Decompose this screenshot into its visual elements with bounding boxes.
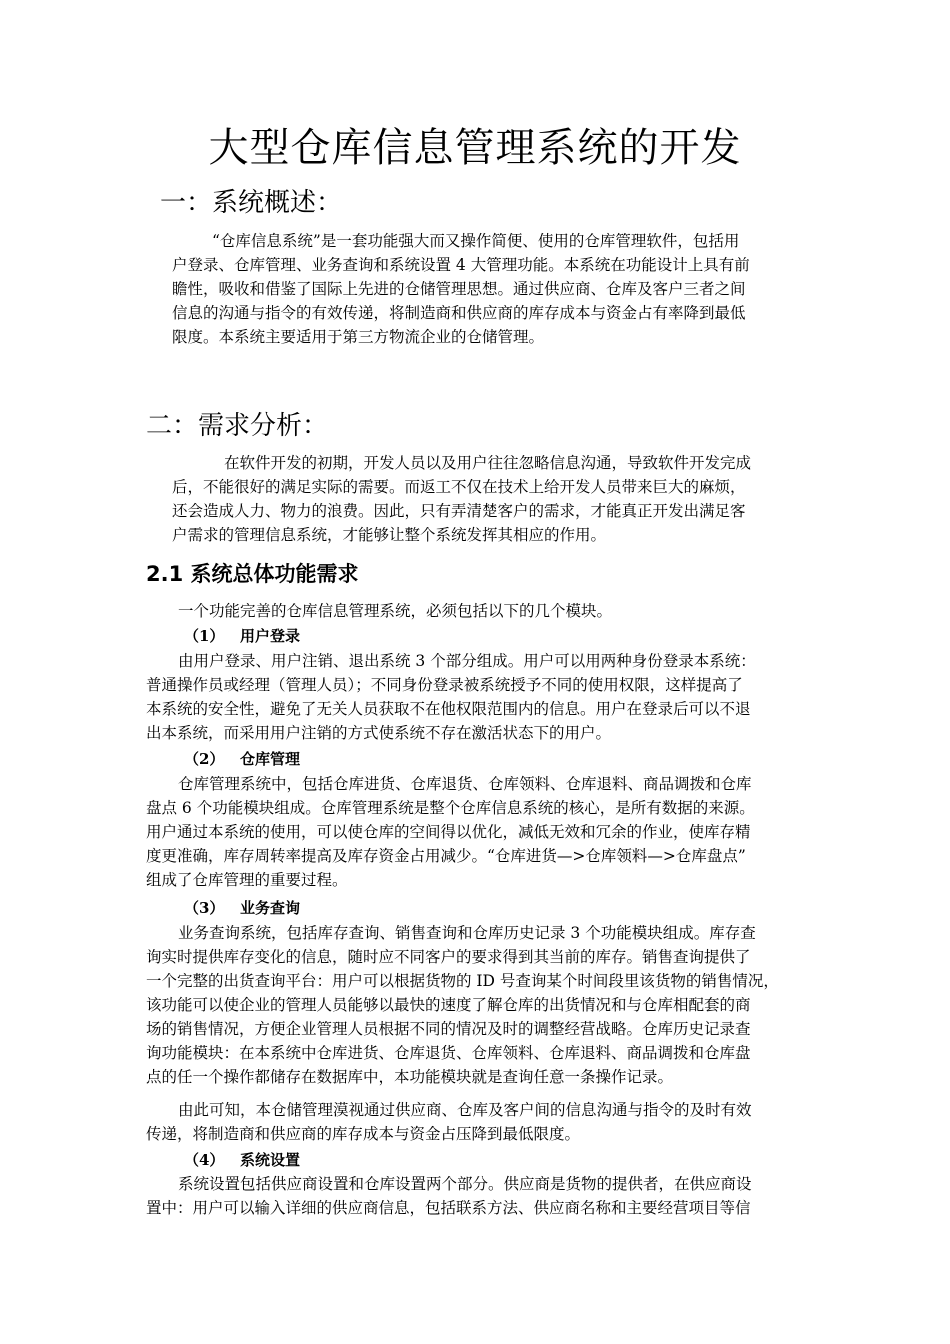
module-line: 询实时提供库存变化的信息，随时应不同客户的要求得到其当前的库存。销售查询提供了	[146, 948, 751, 966]
module-line: 组成了仓库管理的重要过程。	[146, 871, 348, 889]
module-name: 用户登录	[240, 627, 301, 645]
module-heading-system-settings	[184, 1148, 300, 1172]
analysis-line: 还会造成人力、物力的浪费。因此，只有弄清楚客户的需求，才能真正开发出满足客	[172, 502, 746, 520]
module-line: 出本系统，而采用用户注销的方式使系统不存在激活状态下的用户。	[146, 724, 612, 742]
overview-line: 瞻性，吸收和借鉴了国际上先进的仓储管理思想。通过供应商、仓库及客户三者之间	[172, 280, 746, 298]
module-heading-user-login	[184, 624, 300, 648]
overview-line: 信息的沟通与指令的有效传递，将制造商和供应商的库存成本与资金占有率降到最低	[172, 304, 746, 322]
module-line: 一个完整的出货查询平台：用户可以根据货物的 ID 号查询某个时间段里该货物的销售情况，	[146, 972, 779, 990]
heading-system-overview: 一：系统概述：	[160, 188, 343, 218]
module-name: 业务查询	[240, 899, 301, 917]
heading-requirements-analysis: 二：需求分析：	[146, 411, 329, 441]
module-number: （2）	[184, 750, 225, 768]
module-heading-business-query	[184, 896, 300, 920]
module-line: 系统设置包括供应商设置和仓库设置两个部分。供应商是货物的提供者，在供应商设	[178, 1175, 752, 1193]
module-line: 置中：用户可以输入详细的供应商信息，包括联系方法、供应商名称和主要经营项目等信	[146, 1199, 751, 1217]
requirements-intro: 一个功能完善的仓库信息管理系统，必须包括以下的几个模块。	[178, 602, 613, 620]
overview-line: 户登录、仓库管理、业务查询和系统设置 4 大管理功能。本系统在功能设计上具有前	[172, 256, 750, 274]
module-line: 由用户登录、用户注销、退出系统 3 个部分组成。用户可以用两种身份登录本系统：	[178, 652, 756, 670]
analysis-line: 在软件开发的初期，开发人员以及用户往往忽略信息沟通，导致软件开发完成	[224, 454, 752, 472]
module-number: （1）	[184, 627, 225, 645]
document-title: 大型仓库信息管理系统的开发	[208, 125, 742, 171]
module-line: 本系统的安全性，避免了无关人员获取不在他权限范围内的信息。用户在登录后可以不退	[146, 700, 751, 718]
module-line: 普通操作员或经理（管理人员）；不同身份登录被系统授予不同的使用权限，这样提高了	[146, 676, 743, 694]
module-line: 用户通过本系统的使用，可以使仓库的空间得以优化，减低无效和冗余的作业，使库存精	[146, 823, 751, 841]
module-line: 场的销售情况，方便企业管理人员根据不同的情况及时的调整经营战略。仓库历史记录查	[146, 1020, 751, 1038]
heading-overall-requirements: 2.1 系统总体功能需求	[146, 562, 359, 586]
module-line: 盘点 6 个功能模块组成。仓库管理系统是整个仓库信息系统的核心，是所有数据的来源。	[146, 799, 755, 817]
module-line: 传递，将制造商和供应商的库存成本与资金占压降到最低限度。	[146, 1125, 581, 1143]
module-number: （4）	[184, 1151, 225, 1169]
module-heading-warehouse-management	[184, 747, 300, 771]
module-line: 询功能模块：在本系统中仓库进货、仓库退货、仓库领料、仓库退料、商品调拨和仓库盘	[146, 1044, 751, 1062]
overview-line: 限度。本系统主要适用于第三方物流企业的仓储管理。	[172, 328, 545, 346]
analysis-line: 后，不能很好的满足实际的需要。而返工不仅在技术上给开发人员带来巨大的麻烦，	[172, 478, 746, 496]
overview-line: “仓库信息系统”是一套功能强大而又操作简便、使用的仓库管理软件，包括用	[212, 232, 740, 250]
module-line: 度更准确，库存周转率提高及库存资金占用减少。“仓库进货—>仓库领料—>仓库盘点”	[146, 847, 746, 865]
analysis-line: 户需求的管理信息系统，才能够让整个系统发挥其相应的作用。	[172, 526, 607, 544]
module-line: 点的任一个操作都储存在数据库中，本功能模块就是查询任意一条操作记录。	[146, 1068, 674, 1086]
module-line: 仓库管理系统中，包括仓库进货、仓库退货、仓库领料、仓库退料、商品调拨和仓库	[178, 775, 752, 793]
module-line: 业务查询系统，包括库存查询、销售查询和仓库历史记录 3 个功能模块组成。库存查	[178, 924, 756, 942]
module-line: 由此可知，本仓储管理漠视通过供应商、仓库及客户间的信息沟通与指令的及时有效	[178, 1101, 752, 1119]
module-line: 该功能可以使企业的管理人员能够以最快的速度了解仓库的出货情况和与仓库相配套的商	[146, 996, 751, 1014]
module-name: 系统设置	[240, 1151, 301, 1169]
module-number: （3）	[184, 899, 225, 917]
module-name: 仓库管理	[240, 750, 301, 768]
